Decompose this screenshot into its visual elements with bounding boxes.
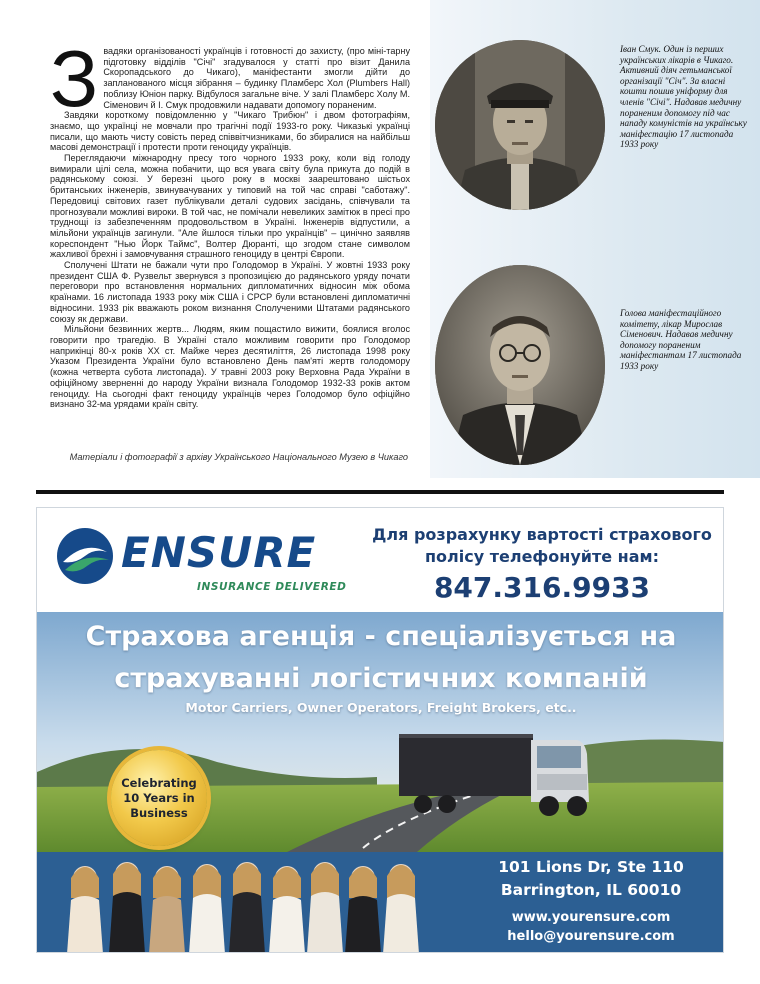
ensure-logo-icon	[55, 526, 115, 586]
address-line-2: Barrington, IL 60010	[500, 881, 682, 899]
article-paragraph: Завдяки короткому повідомленню у "Чикаго Трибюн" і двом фотографіям, знаємо, що українці не мовчали про трагічні події 1933-го року. Чиказькі українці писали, що мають чисту совість перед співвітчизниками, бо збиралися на найбільш масові демонстрації і протести проти геноциду українців.	[50, 110, 410, 153]
ad-header	[37, 508, 724, 612]
ad-subline: Motor Carriers, Owner Operators, Freight Brokers, etc..	[185, 700, 577, 715]
article-paragraph: Переглядаючи міжнародну пресу того чорного 1933 року, коли від голоду вимирали цілі села, можна побачити, що вся увага світу була прикута до подій в радянському союзі. У березні цього року в москві заарештовано шістьох британських інженерів, звинувачуваних у типовий на той час справі "саботажу". Передовиці світових газет публікували деталі судових засідань, співчували та прогнозували можливі вироки. В той час, не помічали невеликих замітюк в пресі про труднощі із забезпеченням продовольством в Україні. Інженерів відпустили, а мільйони українців загинули. "Але йшлося тільки про українців" – цинічно заявляв кореспондент "Нью Йорк Таймс", Волтер Дюранті, що згодом стане символом жахливої брехні і замовчування страшного геноциду в центрі Європи.	[50, 153, 410, 260]
logo-tagline: INSURANCE DELIVERED	[197, 581, 347, 593]
insurance-advertisement	[36, 507, 724, 953]
website-link[interactable]: www.yourensure.com	[511, 910, 671, 925]
ad-contact-band	[37, 852, 724, 953]
article-paragraph: Мільйони безвинних жертв... Людям, яким пощастило вижити, боялися вголос говорити про трагедію. В Україні стало можливим говорити про Голодомор наприкінці 80-х років XX ст. Майже через десятиліття, 26 листопада 1998 року Указом Президента України було встановлено День пам'яті жертв голодомору (кожна четверта субота листопада). У травні 2003 року Верховна Рада України в офіційному зверненні до народу України визнала Голодомор 1932-33 років актом геноциду. На сьогодні факт геноциду українців через Голодомор було офіційно визнано 32-ма урядами країн світу.	[50, 324, 410, 410]
gold-badge-icon	[111, 750, 207, 846]
contact-links	[461, 908, 721, 946]
article-body	[50, 34, 410, 410]
address-line-1: 101 Lions Dr, Ste 110	[498, 858, 684, 876]
ad-headline: Страхова агенція - спеціалізується на страхуванні логістичних компаній	[85, 621, 677, 694]
section-divider	[36, 490, 724, 494]
portrait-photo-icon	[435, 40, 605, 210]
email-link[interactable]: hello@yourensure.com	[507, 929, 675, 944]
call-to-action: Для розрахунку вартості страхового полісу телефонуйте нам:	[372, 525, 712, 566]
photo-caption: Іван Смук. Один із перших українських лікарів в Чикаго. Активний діяч гетьманської організації "Січ". За власні кошти пошив уніформу для членів "Січі". Надавав медичну пораненим допомогу під час нападу комуністів на українську маніфестацію 17 листопада 1933 року	[620, 44, 747, 150]
badge-text: Celebrating 10 Years in Business	[121, 775, 197, 820]
portrait-photo-icon	[435, 265, 605, 465]
phone-number: 847.316.9933	[433, 571, 651, 604]
office-address	[461, 856, 721, 902]
drop-cap: З	[50, 34, 99, 123]
logo-wordmark: ENSURE	[121, 528, 317, 577]
article-paragraph: Сполучені Штати не бажали чути про Голодомор в Україні. У жовтні 1933 року президент США Ф. Рузвельт звернувся з пропозицією до радянського уряду почати переговори про встановлення нормальних дипломатичних відносин між обома країнами. 16 листопада 1933 року між США і СРСР були встановлені дипломатичні відносини. 1933 рік вважають роком визнання Сполученими Штатами радянського союзу як держави.	[50, 260, 410, 324]
article-paragraph: вадяки організованості українців і готовності до захисту, (про міні-тарну підготовку відділів "Січі" згадувалося у статті про візит Данила Скоропадського до Чикаго), маніфестанти змогли дійти до запланованого місця зібрання – будинку Пламберс Хол (Plumbers Hall) поблизу Юніон парку. Відбулося загальне віче. У залі Пламберс Холу М. Сіменович й І. Смук продовжили надавати допомогу пораненим.	[103, 46, 410, 110]
team-photo-icon	[55, 852, 455, 953]
photo-caption: Голова маніфестаційного комітету, лікар Мирослав Сіменович. Надавав медичну допомогу пораненим маніфестантам 17 листопада 1933 року	[620, 308, 742, 371]
photo-credit: Матеріали і фотографії з архіву Українського Національного Музею в Чикаго	[69, 452, 408, 462]
